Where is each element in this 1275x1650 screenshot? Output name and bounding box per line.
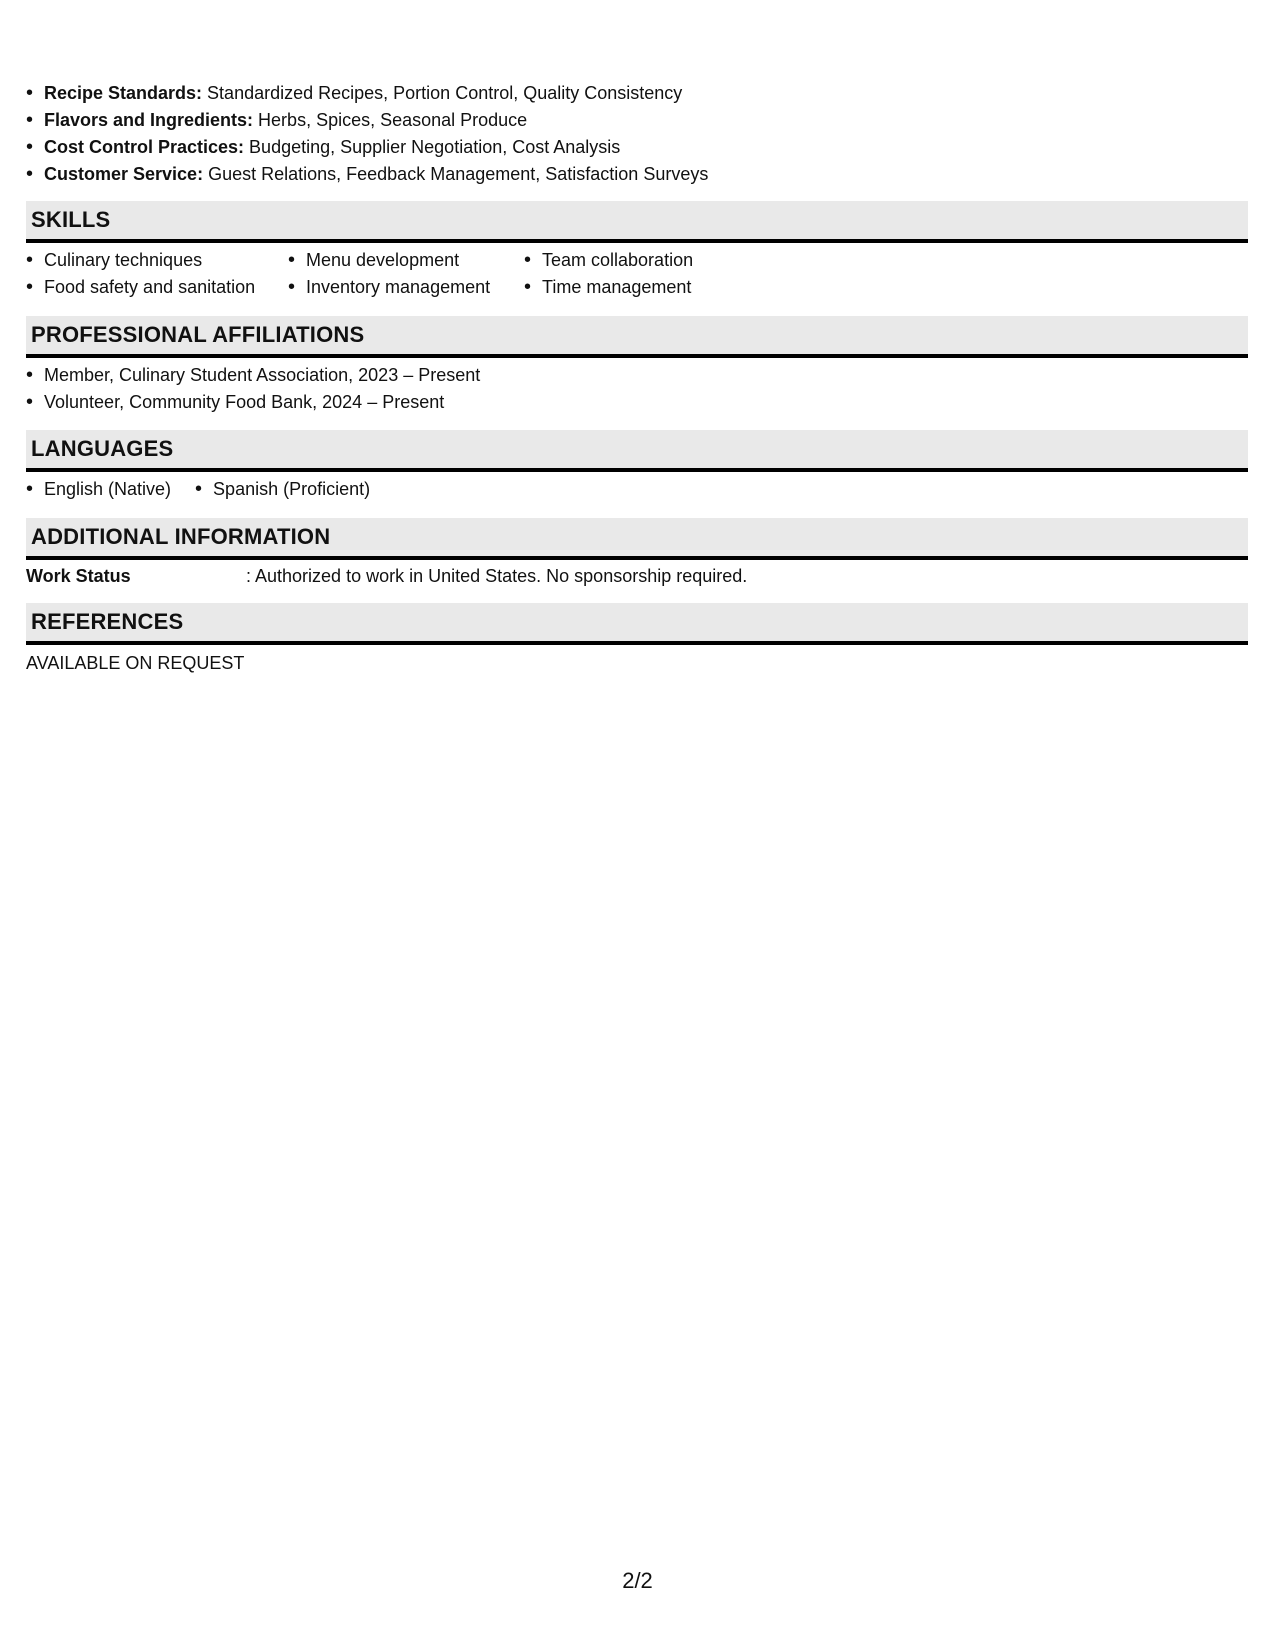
skill-item: • Time management (524, 274, 784, 301)
language-item: • English (Native) (26, 476, 171, 503)
competencies-list (26, 80, 708, 188)
skill-item: • Menu development (288, 247, 524, 274)
list-item: • Flavors and Ingredients: Herbs, Spices, Seasonal Produce (26, 107, 708, 134)
affiliations-section (26, 316, 1248, 416)
skill-item: • Culinary techniques (26, 247, 288, 274)
references-section (26, 603, 1248, 677)
languages-section (26, 430, 1248, 503)
skills-section (26, 201, 1248, 301)
language-item: • Spanish (Proficient) (195, 476, 370, 503)
affiliation-item: • Member, Culinary Student Association, 2023 – Present (26, 362, 1248, 389)
section-header (26, 430, 1248, 472)
work-status-value: : Authorized to work in United States. No sponsorship required. (246, 566, 748, 586)
skill-item: • Inventory management (288, 274, 524, 301)
affiliations-list (26, 362, 1248, 416)
skill-item: • Team collaboration (524, 247, 784, 274)
section-title: SKILLS (31, 207, 111, 232)
work-status-row (26, 563, 1248, 590)
section-title: PROFESSIONAL AFFILIATIONS (31, 322, 365, 347)
list-item: • Customer Service: Guest Relations, Feedback Management, Satisfaction Surveys (26, 161, 708, 188)
references-text: AVAILABLE ON REQUEST (26, 653, 245, 673)
list-item: • Cost Control Practices: Budgeting, Supplier Negotiation, Cost Analysis (26, 134, 708, 161)
section-title: ADDITIONAL INFORMATION (31, 524, 331, 549)
section-title: LANGUAGES (31, 436, 174, 461)
skills-columns (26, 247, 1248, 301)
work-status-label: Work Status (26, 566, 131, 586)
section-header (26, 603, 1248, 645)
section-title: REFERENCES (31, 609, 184, 634)
skills-column (288, 247, 524, 301)
languages-list (26, 476, 1248, 503)
affiliation-item: • Volunteer, Community Food Bank, 2024 – Present (26, 389, 1248, 416)
section-header (26, 518, 1248, 560)
skill-item: • Food safety and sanitation (26, 274, 288, 301)
section-header (26, 201, 1248, 243)
additional-info-section (26, 518, 1248, 590)
list-item: • Recipe Standards: Standardized Recipes, Portion Control, Quality Consistency (26, 80, 708, 107)
section-header (26, 316, 1248, 358)
page-number: 2/2 (622, 1568, 653, 1593)
skills-column (524, 247, 784, 301)
skills-column (26, 247, 288, 301)
